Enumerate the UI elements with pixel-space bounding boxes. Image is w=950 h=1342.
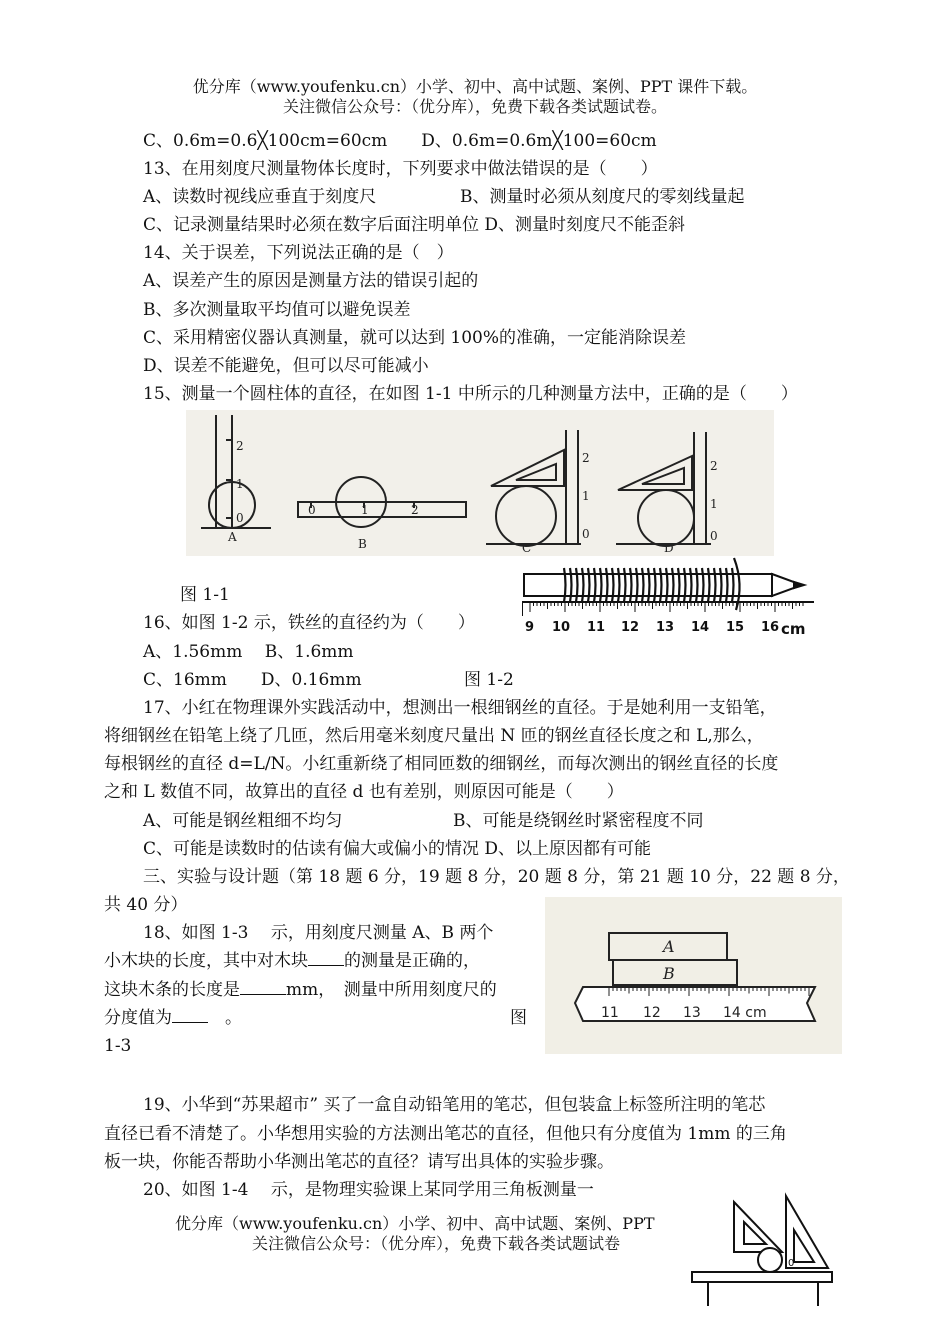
header-line-1: 优分库（www.youfenku.cn）小学、初中、高中试题、案例、PPT 课件下载。 — [192, 77, 758, 96]
fig11-a-tick-0: 0 — [236, 511, 244, 525]
figure-1-1 — [186, 410, 774, 556]
figure-1-2-drawing — [522, 554, 814, 636]
footer-line-1: 优分库（www.youfenku.cn）小学、初中、高中试题、案例、PPT — [175, 1214, 655, 1233]
q20-line-1: 20、如图 1-4 示，是物理实验课上某同学用三角板测量一 — [143, 1180, 594, 1200]
q18-fig-caption-a: 图 — [510, 1008, 527, 1028]
q17-line-4: 之和 L 数值不同，故算出的直径 d 也有差别，则原因可能是（ ） — [104, 782, 624, 802]
q17-line-3: 每根钢丝的直径 d=L/N。小红重新绕了相同匝数的细钢丝，而每次测出的钢丝直径的长度 — [104, 754, 779, 774]
fig11-c-tick-0: 0 — [582, 527, 590, 541]
fig12-tick-16: 16 — [761, 620, 780, 635]
q18-line-1: 18、如图 1-3 示，用刻度尺测量 A、B 两个 — [143, 923, 494, 943]
q18-line-2-b: 的测量是正确的， — [344, 951, 480, 971]
fig12-tick-14: 14 — [691, 620, 710, 635]
q18-line-4-a: 分度值为 — [104, 1008, 172, 1028]
q13-option-a: A、读数时视线应垂直于刻度尺 — [143, 187, 377, 207]
fig11-c-tick-2: 2 — [582, 451, 590, 465]
header-line-2: 关注微信公众号：（优分库），免费下载各类试题试卷。 — [282, 97, 667, 116]
q18-line-4-b: 。 — [208, 1008, 242, 1028]
fig13-label-b: B — [663, 964, 675, 983]
q13-stem: 13、在用刻度尺测量物体长度时，下列要求中做法错误的是（ ） — [143, 159, 658, 179]
q13-option-b: B、测量时必须从刻度尺的零刻线量起 — [460, 187, 745, 207]
fig12-tick-10: 10 — [552, 620, 571, 635]
q17-options-cd: C、可能是读数时的估读有偏大或偏小的情况 D、以上原因都有可能 — [143, 839, 652, 859]
q17-option-a: A、可能是钢丝粗细不均匀 — [143, 811, 343, 831]
fig12-unit: cm — [781, 620, 806, 636]
figure-1-4-drawing — [690, 1190, 840, 1308]
section-3-line-1: 三、实验与设计题（第 18 题 6 分，19 题 8 分，20 题 8 分，第 21 题 10 分，22 题 8 分， — [143, 867, 850, 887]
section-3-line-2: 共 40 分） — [104, 895, 188, 915]
q17-line-1: 17、小红在物理课外实践活动中，想测出一根细钢丝的直径。于是她利用一支铅笔， — [143, 698, 777, 718]
fig11-d-tick-1: 1 — [710, 497, 718, 511]
q18-line-2 — [104, 950, 480, 972]
q16-stem: 16、如图 1-2 示，铁丝的直径约为（ ） — [143, 613, 475, 633]
q16-options-ab: A、1.56mm B、1.6mm — [143, 642, 354, 662]
fig11-label-d: D — [664, 541, 674, 555]
fig14-tick-0: 0 — [788, 1258, 795, 1269]
fig12-tick-11: 11 — [587, 620, 606, 635]
fig12-tick-15: 15 — [726, 620, 745, 635]
q18-line-2-a: 小木块的长度，其中对木块 — [104, 951, 308, 971]
q19-line-3: 板一块，你能否帮助小华测出笔芯的直径？请写出具体的实验步骤。 — [104, 1152, 614, 1172]
q17-line-2: 将细钢丝在铅笔上绕了几匝，然后用毫米刻度尺量出 N 匝的钢丝直径长度之和 L,那么， — [104, 726, 764, 746]
q14-option-b: B、多次测量取平均值可以避免误差 — [143, 300, 411, 320]
figure-1-3-drawing — [545, 897, 842, 1054]
fig11-label-b: B — [358, 537, 367, 551]
q19-line-2: 直径已看不清楚了。小华想用实验的方法测出笔芯的直径，但他只有分度值为 1mm 的三角 — [104, 1124, 787, 1144]
fig11-a-tick-1: 1 — [236, 477, 244, 491]
figure-1-1-drawing — [186, 410, 774, 556]
q15-stem: 15、测量一个圆柱体的直径，在如图 1-1 中所示的几种测量方法中，正确的是（ ） — [143, 384, 798, 404]
q14-stem: 14、关于误差，下列说法正确的是（ ） — [143, 243, 454, 263]
figure-1-1-caption: 图 1-1 — [180, 585, 230, 605]
fig13-tick-14: 14 cm — [723, 1005, 767, 1021]
q14-option-d: D、误差不能避免，但可以尽可能减小 — [143, 356, 429, 376]
q16-options-cd: C、16mm D、0.16mm — [143, 670, 362, 690]
q14-option-a: A、误差产生的原因是测量方法的错误引起的 — [143, 271, 479, 291]
q12-options: C、0.6m=0.6╳100cm=60cm D、0.6m=0.6m╳100=60cm — [143, 131, 657, 151]
fig11-d-tick-2: 2 — [710, 459, 718, 473]
q18-fig-caption-b: 1-3 — [104, 1036, 132, 1056]
fig11-label-c: C — [522, 541, 532, 555]
fig11-b-tick-1: 1 — [361, 503, 369, 517]
footer-line-2: 关注微信公众号：（优分库），免费下载各类试题试卷 — [252, 1234, 621, 1253]
q14-option-c: C、采用精密仪器认真测量，就可以达到 100%的准确，一定能消除误差 — [143, 328, 687, 348]
q18-blank-length[interactable] — [240, 979, 286, 995]
fig13-label-a: A — [663, 937, 675, 956]
fig11-a-tick-2: 2 — [236, 439, 244, 453]
figure-1-2 — [522, 554, 814, 636]
fig12-tick-12: 12 — [621, 620, 640, 635]
q18-blank-block[interactable] — [308, 950, 344, 966]
fig13-tick-12: 12 — [643, 1005, 661, 1021]
q18-line-3-b: mm， 测量中所用刻度尺的 — [286, 980, 497, 1000]
q18-line-3 — [104, 979, 497, 1001]
figure-1-3 — [545, 897, 842, 1054]
figure-1-4 — [690, 1190, 840, 1308]
fig11-c-tick-1: 1 — [582, 489, 590, 503]
fig13-block-b — [613, 960, 737, 985]
fig11-b-tick-0: 0 — [308, 503, 316, 517]
q17-option-b: B、可能是绕钢丝时紧密程度不同 — [453, 811, 704, 831]
q19-line-1: 19、小华到“苏果超市” 买了一盒自动铅笔用的笔芯，但包装盒上标签所注明的笔芯 — [143, 1095, 766, 1115]
fig11-b-tick-2: 2 — [411, 503, 419, 517]
q18-blank-division[interactable] — [172, 1007, 208, 1023]
fig13-tick-11: 11 — [601, 1005, 619, 1021]
fig11-label-a: A — [228, 530, 237, 544]
fig12-tick-9: 9 — [525, 620, 535, 635]
q13-options-cd: C、记录测量结果时必须在数字后面注明单位 D、测量时刻度尺不能歪斜 — [143, 215, 686, 235]
q18-line-4 — [104, 1007, 242, 1029]
figure-1-2-caption: 图 1-2 — [464, 670, 514, 690]
q18-line-3-a: 这块木条的长度是 — [104, 980, 240, 1000]
fig12-tick-13: 13 — [656, 620, 675, 635]
fig11-d-tick-0: 0 — [710, 529, 718, 543]
fig13-tick-13: 13 — [683, 1005, 701, 1021]
